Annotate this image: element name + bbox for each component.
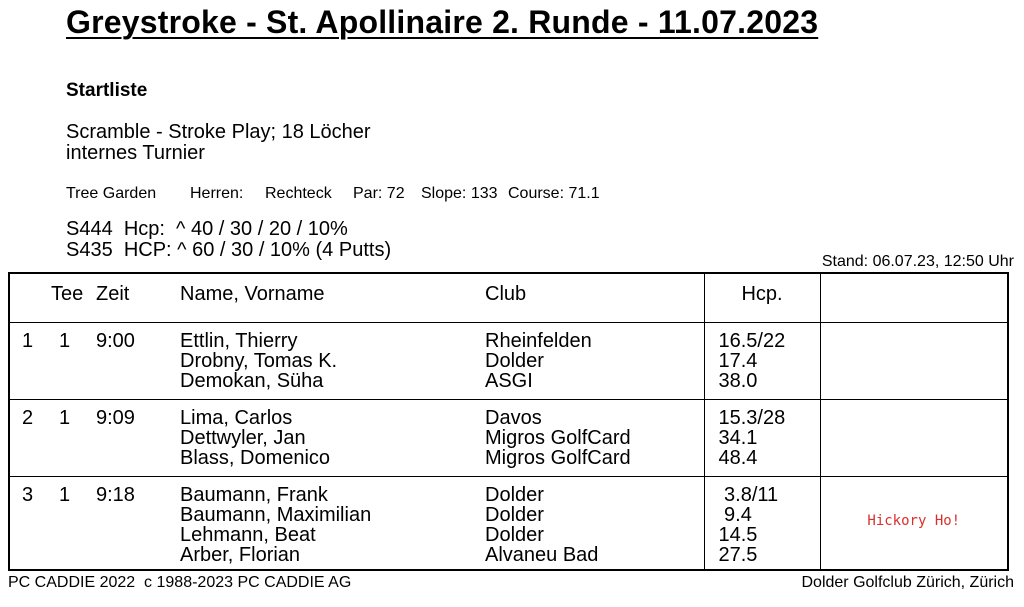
player-club: Alvaneu Bad [485, 544, 599, 566]
player-club: Dolder [485, 504, 544, 526]
header-flight [9, 273, 51, 323]
tee-time: 9:00 [96, 323, 180, 400]
player-hcp: 48.4 [718, 447, 758, 469]
description-line: Scramble - Stroke Play; 18 Löcher [66, 121, 371, 143]
player-club: Rheinfelden [485, 330, 592, 352]
tee-number: 1 [51, 323, 96, 400]
player-name: Baumann, Maximilian [180, 504, 372, 526]
player-name: Blass, Domenico [180, 447, 331, 469]
player-name: Drobny, Tomas K. [180, 350, 338, 372]
player-club: Dolder [485, 350, 544, 372]
player-names [180, 477, 485, 571]
flight-number: 2 [9, 400, 51, 477]
header-note [820, 273, 1008, 323]
hcp-rule-line: S435 HCP: ^ 60 / 30 / 10% (4 Putts) [66, 239, 392, 261]
player-name: Arber, Florian [180, 544, 301, 566]
player-clubs [485, 323, 704, 400]
header-time: Zeit [96, 273, 180, 323]
player-hcp: 34.1 [718, 427, 758, 449]
hcp-rules [66, 219, 391, 261]
flight-number: 3 [22, 484, 34, 506]
flight-row [9, 477, 1008, 571]
header-name: Name, Vorname [180, 273, 485, 323]
flight-note [820, 400, 1008, 477]
player-hcp: 15.3/28 [718, 407, 786, 429]
player-hcp: 27.5 [718, 544, 758, 566]
course-slope: Slope: 133 [421, 185, 498, 202]
player-hcp: 38.0 [718, 370, 758, 392]
player-names [180, 323, 485, 400]
player-club: Migros GolfCard [485, 427, 631, 449]
player-name: Demokan, Süha [180, 370, 324, 392]
header-club: Club [485, 273, 704, 323]
course-category: Herren: [190, 185, 244, 202]
tee-number: 1 [51, 400, 96, 477]
player-club: Dolder [485, 524, 544, 546]
player-name: Baumann, Frank [180, 484, 328, 506]
handwritten-note: Hickory Ho! [867, 513, 961, 529]
player-name: Lima, Carlos [180, 407, 293, 429]
player-hcps [704, 400, 820, 477]
tee-time: 9:09 [96, 400, 180, 477]
start-list-table [8, 272, 1009, 571]
player-clubs [485, 477, 704, 571]
player-hcps [704, 477, 820, 571]
player-name: Lehmann, Beat [180, 524, 316, 546]
description-line: internes Turnier [66, 142, 205, 164]
course-venue: Tree Garden [66, 185, 157, 202]
document-subtitle: Startliste [66, 80, 148, 101]
table-header-row [9, 273, 1008, 323]
header-hcp: Hcp. [704, 273, 820, 323]
player-hcp: 3.8/11 [718, 484, 779, 506]
player-hcp: 14.5 [718, 524, 758, 546]
flight-number: 1 [9, 323, 51, 400]
tournament-description [66, 122, 371, 164]
player-hcp: 16.5/22 [718, 330, 786, 352]
course-rating: Course: 71.1 [508, 185, 600, 202]
flight-note-cell [820, 477, 1008, 571]
tee-number: 1 [59, 484, 71, 506]
hcp-rule-line: S444 Hcp: ^ 40 / 30 / 20 / 10% [66, 218, 348, 240]
player-club: Dolder [485, 484, 544, 506]
player-club: Migros GolfCard [485, 447, 631, 469]
player-name: Dettwyler, Jan [180, 427, 306, 449]
player-hcp: 9.4 [718, 504, 752, 526]
player-hcp: 17.4 [718, 350, 758, 372]
player-name: Ettlin, Thierry [180, 330, 298, 352]
player-clubs [485, 400, 704, 477]
flight-note [820, 323, 1008, 400]
footer-club: Dolder Golfclub Zürich, Zürich [801, 574, 1014, 591]
footer-copyright: PC CADDIE 2022 c 1988-2023 PC CADDIE AG [8, 574, 352, 591]
player-names [180, 400, 485, 477]
document-title: Greystroke - St. Apollinaire 2. Runde - 11.07.2023 [66, 4, 819, 40]
player-club: ASGI [485, 370, 533, 392]
header-tee: Tee [51, 273, 96, 323]
player-hcps [704, 323, 820, 400]
player-club: Davos [485, 407, 542, 429]
tee-time: 9:18 [96, 484, 135, 506]
course-par: Par: 72 [353, 185, 405, 202]
flight-row [9, 400, 1008, 477]
course-tee: Rechteck [265, 185, 332, 202]
flight-row [9, 323, 1008, 400]
stand-timestamp: Stand: 06.07.23, 12:50 Uhr [821, 253, 1014, 270]
